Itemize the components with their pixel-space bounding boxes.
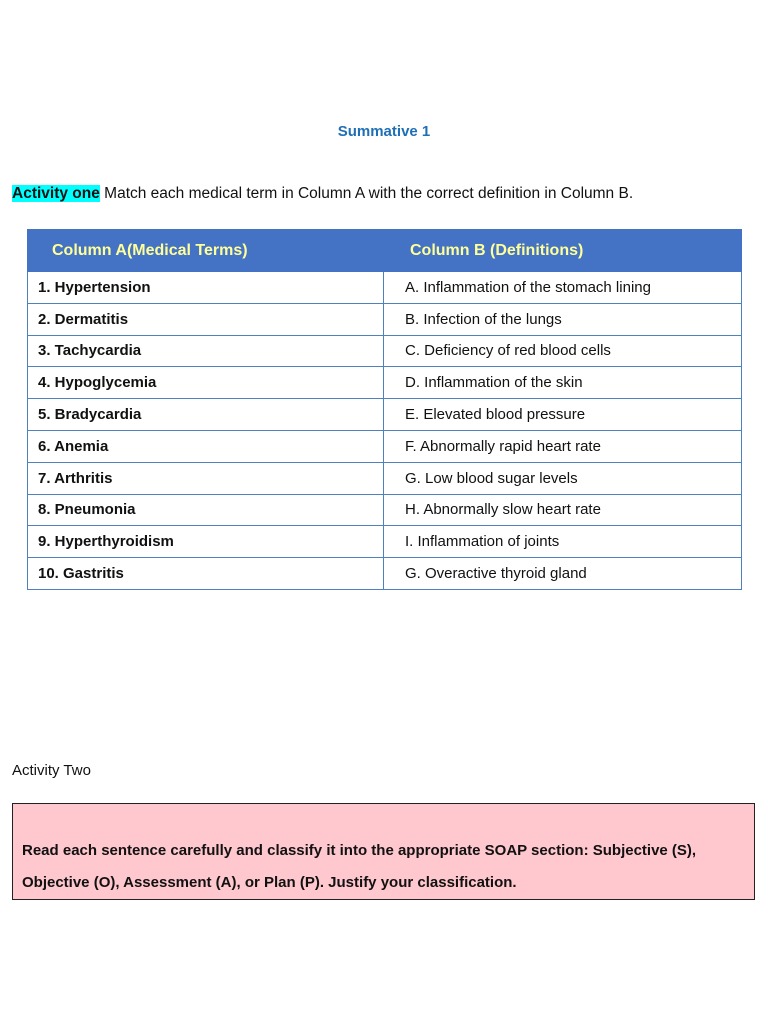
- term-cell: 5. Bradycardia: [28, 399, 384, 431]
- definition-cell: C. Deficiency of red blood cells: [384, 335, 742, 367]
- term-cell: 1. Hypertension: [28, 272, 384, 304]
- table-row: [28, 526, 742, 558]
- table-row: [28, 367, 742, 399]
- activity-one-label: Activity one: [12, 185, 100, 202]
- term-cell: 3. Tachycardia: [28, 335, 384, 367]
- term-cell: 8. Pneumonia: [28, 494, 384, 526]
- table-row: [28, 272, 742, 304]
- definition-cell: G. Low blood sugar levels: [384, 462, 742, 494]
- column-a-header: Column A(Medical Terms): [28, 230, 384, 272]
- table-row: [28, 303, 742, 335]
- definition-cell: F. Abnormally rapid heart rate: [384, 430, 742, 462]
- table-header-row: [28, 230, 742, 272]
- definition-cell: E. Elevated blood pressure: [384, 399, 742, 431]
- table-row: [28, 558, 742, 590]
- definition-cell: B. Infection of the lungs: [384, 303, 742, 335]
- table-row: [28, 335, 742, 367]
- column-b-header: Column B (Definitions): [384, 230, 742, 272]
- table-row: [28, 494, 742, 526]
- soap-instruction-text: Read each sentence carefully and classify it into the appropriate SOAP section: Subjective (S), Objective (O), Assessment (A), or Plan (P). Justify your classification.: [22, 842, 697, 891]
- definition-cell: G. Overactive thyroid gland: [384, 558, 742, 590]
- definition-cell: H. Abnormally slow heart rate: [384, 494, 742, 526]
- definition-cell: D. Inflammation of the skin: [384, 367, 742, 399]
- table-row: [28, 462, 742, 494]
- definition-cell: I. Inflammation of joints: [384, 526, 742, 558]
- table-row: [28, 399, 742, 431]
- definition-cell: A. Inflammation of the stomach lining: [384, 272, 742, 304]
- matching-table: [27, 229, 742, 590]
- term-cell: 4. Hypoglycemia: [28, 367, 384, 399]
- term-cell: 2. Dermatitis: [28, 303, 384, 335]
- soap-instruction-box: [12, 803, 755, 900]
- term-cell: 6. Anemia: [28, 430, 384, 462]
- activity-two-label: Activity Two: [12, 762, 91, 779]
- term-cell: 7. Arthritis: [28, 462, 384, 494]
- page-title: Summative 1: [337, 123, 431, 140]
- term-cell: 10. Gastritis: [28, 558, 384, 590]
- term-cell: 9. Hyperthyroidism: [28, 526, 384, 558]
- activity-one-text: Match each medical term in Column A with the correct definition in Column B.: [99, 185, 634, 202]
- table-row: [28, 430, 742, 462]
- activity-one-instruction: [12, 185, 633, 203]
